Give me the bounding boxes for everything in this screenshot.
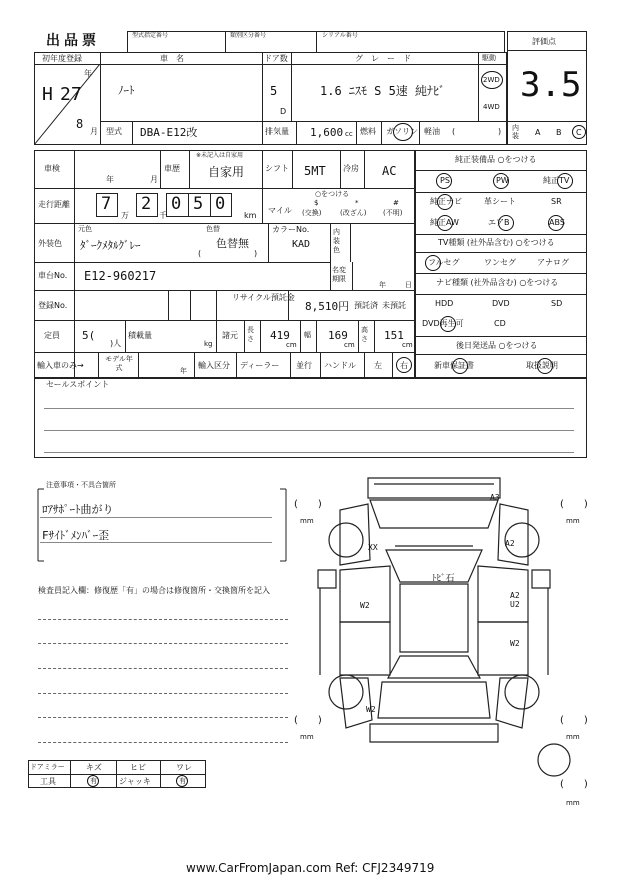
handle-right-circle xyxy=(396,357,412,373)
mileage-d2: 2 xyxy=(141,194,152,214)
grade-value: 1.6 ﾆｽﾓ S 5速 純ﾅﾋﾞ xyxy=(320,84,446,98)
shift-label: シフト xyxy=(265,164,289,173)
damage-u2-rear: U2 xyxy=(510,600,520,609)
door-suffix: D xyxy=(280,107,287,116)
year-unit: 年 xyxy=(84,69,92,78)
equip-oem-navi: 純正ナビ xyxy=(430,197,462,206)
inspector-note-label: 検査員記入欄：修復歴「有」の場合は修復箇所・交換箇所を記入 xyxy=(38,586,270,595)
capacity-unit: )人 xyxy=(110,339,122,348)
tread-front-right-mm: mm xyxy=(566,517,580,525)
tread-rear-right-mm: mm xyxy=(566,733,580,741)
recycle-not-deposited: 未預託 xyxy=(382,301,406,310)
cc-unit: cc xyxy=(345,130,353,138)
score-label: 評価点 xyxy=(532,37,556,46)
tv-type-header: TV種類 (社外品含む) ○をつける xyxy=(438,238,555,247)
later-warranty-circle xyxy=(452,358,468,374)
tv-fullseg: フルセグ xyxy=(428,258,460,267)
damage-xx: XX xyxy=(368,543,378,552)
color-no-label: カラーNo. xyxy=(272,225,310,234)
mileage-unit: km xyxy=(244,211,257,220)
recycle-fee: 8,510円 xyxy=(305,300,350,313)
equip-airbag: エアB xyxy=(488,218,510,227)
tread-spare: ( ) xyxy=(560,779,588,790)
drive-label: 駆動 xyxy=(482,54,496,62)
mileage-d1: 7 xyxy=(101,194,112,214)
chassis-number: E12-960217 xyxy=(84,269,157,283)
mileage-sen: 千 xyxy=(159,211,167,220)
dims-label: 諸元 xyxy=(222,331,238,340)
shift-value: 5MT xyxy=(304,164,326,178)
import-year: 年 xyxy=(180,367,187,375)
tread-spare-mm: mm xyxy=(566,799,580,807)
height-label: 高さ xyxy=(361,326,368,343)
first-reg-month: 8 xyxy=(76,117,84,131)
capacity-label: 定員 xyxy=(44,331,60,340)
mileage-unknown: (不明) xyxy=(383,209,403,217)
height-cm: cm xyxy=(402,341,413,349)
equip-pw-circle xyxy=(493,173,509,189)
import-label: 輸入車のみ→ xyxy=(37,361,84,370)
import-type-label: 輸入区分 xyxy=(198,361,230,370)
inspection-label: 車検 xyxy=(44,164,60,173)
notes-bracket xyxy=(34,485,290,565)
tv-oneseg: ワンセグ xyxy=(484,258,516,267)
tread-front-left-mm: mm xyxy=(300,517,314,525)
car-name-label: 車 名 xyxy=(160,54,184,63)
grade-label: グ レ ー ド xyxy=(355,54,411,63)
equip-oem-tv: 純正TV xyxy=(543,176,570,185)
tools-have: 有 xyxy=(90,777,97,785)
equip-oem-tv-circle xyxy=(557,173,573,189)
legend-mirror: ドアミラー xyxy=(30,763,65,771)
handle-left: 左 xyxy=(374,361,382,370)
equip-sr: SR xyxy=(551,197,562,206)
damage-a2: A2 xyxy=(505,539,515,548)
width-cm: cm xyxy=(344,341,355,349)
equip-pw: PW xyxy=(496,176,509,185)
interior-color-label: 内装色 xyxy=(333,228,340,254)
reg-label: 登録No. xyxy=(38,301,68,310)
orig-color-label: 元色 xyxy=(78,225,92,233)
interior-c-circle xyxy=(572,125,586,139)
drive-2wd: 2WD xyxy=(483,76,500,84)
model-label: 型式 xyxy=(106,127,122,136)
jack-have: 有 xyxy=(179,777,186,785)
navi-dvd-play-circle xyxy=(440,316,456,332)
later-manual-circle xyxy=(537,358,553,374)
month-unit: 月 xyxy=(90,127,98,136)
mileage-exchange: (交換) xyxy=(302,209,322,217)
damage-a3: A3 xyxy=(490,493,500,502)
model-year-label: モデル年式 xyxy=(105,355,133,372)
interior-a: A xyxy=(535,128,541,137)
doors-value: 5 xyxy=(270,84,278,98)
recycle-label: リサイクル預託金 xyxy=(232,293,295,302)
sales-point-box xyxy=(34,378,587,458)
interior-c: C xyxy=(576,128,582,137)
inspection-year-unit: 年 xyxy=(106,175,114,184)
legend-jack: ジャッキ xyxy=(119,777,151,786)
equip-oem-navi-circle xyxy=(437,194,453,210)
ac-label: 冷房 xyxy=(343,164,359,173)
legend-crack: ヒビ xyxy=(130,763,146,772)
fuel-label: 燃料 xyxy=(360,127,376,136)
mileage-label: 走行距離 xyxy=(38,200,70,209)
serial-label: シリアル番号 xyxy=(322,32,358,39)
history-label: 車歴 xyxy=(164,164,180,173)
width-label: 幅 xyxy=(304,331,311,339)
change-color-label: 色替 xyxy=(206,225,220,233)
tools-have-circle xyxy=(87,775,99,787)
length-cm: cm xyxy=(286,341,297,349)
jack-have-circle xyxy=(176,775,188,787)
tv-analog: アナログ xyxy=(537,258,569,267)
sales-point-label: セールスポイント xyxy=(46,380,110,389)
interior-label: 内装 xyxy=(512,124,519,140)
navi-sd: SD xyxy=(551,299,563,308)
mileage-d5: 0 xyxy=(215,194,226,214)
document-title: 出品票 xyxy=(46,33,100,49)
first-reg-year: 27 xyxy=(60,84,82,105)
handle-label: ハンドル xyxy=(324,361,356,370)
mileage-tamper: (改ざん) xyxy=(340,209,367,217)
load-label: 積載量 xyxy=(128,331,152,340)
doors-label: ドア数 xyxy=(264,54,288,63)
legend-break: ワレ xyxy=(176,763,192,772)
rename-deadline-label: 名変期限 xyxy=(332,266,346,283)
later-ship-header: 後日発送品 ○をつける xyxy=(456,341,538,350)
navi-hdd: HDD xyxy=(435,299,454,308)
mileage-man: 万 xyxy=(121,211,129,220)
mileage-d4: 5 xyxy=(193,194,204,214)
equip-ps-circle xyxy=(436,173,452,189)
load-kg: kg xyxy=(204,340,213,348)
era: H xyxy=(42,84,53,105)
tread-front-left: ( ) xyxy=(294,499,322,510)
mileage-mark-header: ○をつける xyxy=(315,190,350,198)
note-line-2: Fｻｲﾄﾞﾒﾝﾊﾞｰ歪 xyxy=(42,529,110,542)
orig-color: ﾀﾞｰｸﾒﾀﾙｸﾞﾚｰ xyxy=(80,239,141,252)
damage-w2-rear: W2 xyxy=(366,705,376,714)
car-damage-diagram xyxy=(290,470,590,815)
damage-w2-left: W2 xyxy=(360,601,370,610)
width-value: 169 xyxy=(328,329,348,342)
import-parallel: 並行 xyxy=(296,361,312,370)
damage-windshield: ﾄﾋﾞ石 xyxy=(432,574,455,584)
equip-leather: 革シート xyxy=(484,197,516,206)
type-no-label: 型式指定番号 xyxy=(132,32,169,39)
equip-oem-aw-circle xyxy=(437,215,453,231)
rename-day: 日 xyxy=(405,281,412,289)
length-label: 長さ xyxy=(247,326,254,343)
damage-a2-rear: A2 xyxy=(510,591,520,600)
displacement: 1,600 xyxy=(310,126,344,139)
drive-2wd-circle xyxy=(481,71,503,89)
equip-abs: ABS xyxy=(549,218,565,227)
later-manual: 取扱説明 xyxy=(526,361,558,370)
footer-watermark: www.CarFromJapan.com Ref: CFJ2349719 xyxy=(186,861,435,875)
tread-rear-left: ( ) xyxy=(294,715,322,726)
class-no-label: 類別区分番号 xyxy=(230,32,267,39)
mileage-mile: マイル xyxy=(268,206,292,215)
legend-scratch: キズ xyxy=(86,763,102,772)
auction-score: 3.5 xyxy=(520,65,582,105)
equip-ps: PS xyxy=(440,176,450,185)
model-code: DBA-E12改 xyxy=(140,126,198,139)
displacement-label: 排気量 xyxy=(265,127,289,136)
history-note: ※未記入は自家用 xyxy=(196,152,244,159)
height-value: 151 xyxy=(384,329,404,342)
paren-right: ) xyxy=(254,249,258,258)
capacity-value: 5( xyxy=(82,329,96,342)
legend-tools: 工具 xyxy=(40,777,56,786)
recycle-deposited: 預託済 xyxy=(354,301,378,310)
drive-4wd: 4WD xyxy=(483,103,500,111)
inspection-month-unit: 月 xyxy=(150,175,158,184)
color-no: KAD xyxy=(292,239,311,250)
fuel-circle xyxy=(393,123,413,141)
car-name: ﾉｰﾄ xyxy=(118,84,135,97)
handle-right: 右 xyxy=(400,361,408,370)
mileage-exchange-sym: $ xyxy=(314,199,319,207)
navi-type-header: ナビ種類 (社外品含む) ○をつける xyxy=(436,278,559,287)
interior-b: B xyxy=(556,128,562,137)
navi-cd: CD xyxy=(494,319,506,328)
tv-fullseg-circle xyxy=(425,255,441,271)
ac-value: AC xyxy=(382,164,397,178)
mileage-unknown-sym: # xyxy=(393,199,399,207)
paren-left: ( xyxy=(198,249,202,258)
history-value: 自家用 xyxy=(208,165,245,179)
tread-front-right: ( ) xyxy=(560,499,588,510)
chassis-label: 車台No. xyxy=(38,271,68,280)
navi-dvd-play: DVD再生可 xyxy=(422,319,464,328)
fuel-gasoline: ガソリン xyxy=(386,127,418,136)
fuel-diesel: 軽油 xyxy=(424,127,440,136)
first-reg-label: 初年度登録 xyxy=(42,54,82,63)
rename-year: 年 xyxy=(379,281,386,289)
notes-header: 注意事項・不具合箇所 xyxy=(46,481,116,489)
equip-abs-circle xyxy=(548,215,564,231)
color-change: 色替無 xyxy=(216,237,249,250)
equip-airbag-circle xyxy=(498,215,514,231)
tread-rear-right: ( ) xyxy=(560,715,588,726)
exterior-color-label: 外装色 xyxy=(38,239,62,248)
length-value: 419 xyxy=(270,329,290,342)
mileage-d3: 0 xyxy=(171,194,182,214)
damage-w2-right: W2 xyxy=(510,639,520,648)
import-dealer: ディーラー xyxy=(240,361,280,370)
later-warranty: 新車保証書 xyxy=(434,361,474,370)
oem-equip-header: 純正装備品 ○をつける xyxy=(455,155,537,164)
note-line-1: ﾛｱｻﾎﾟｰﾄ曲がり xyxy=(42,503,114,516)
mileage-tamper-sym: * xyxy=(355,199,359,207)
equip-oem-aw: 純正AW xyxy=(430,218,459,227)
tread-rear-left-mm: mm xyxy=(300,733,314,741)
navi-dvd: DVD xyxy=(492,299,510,308)
